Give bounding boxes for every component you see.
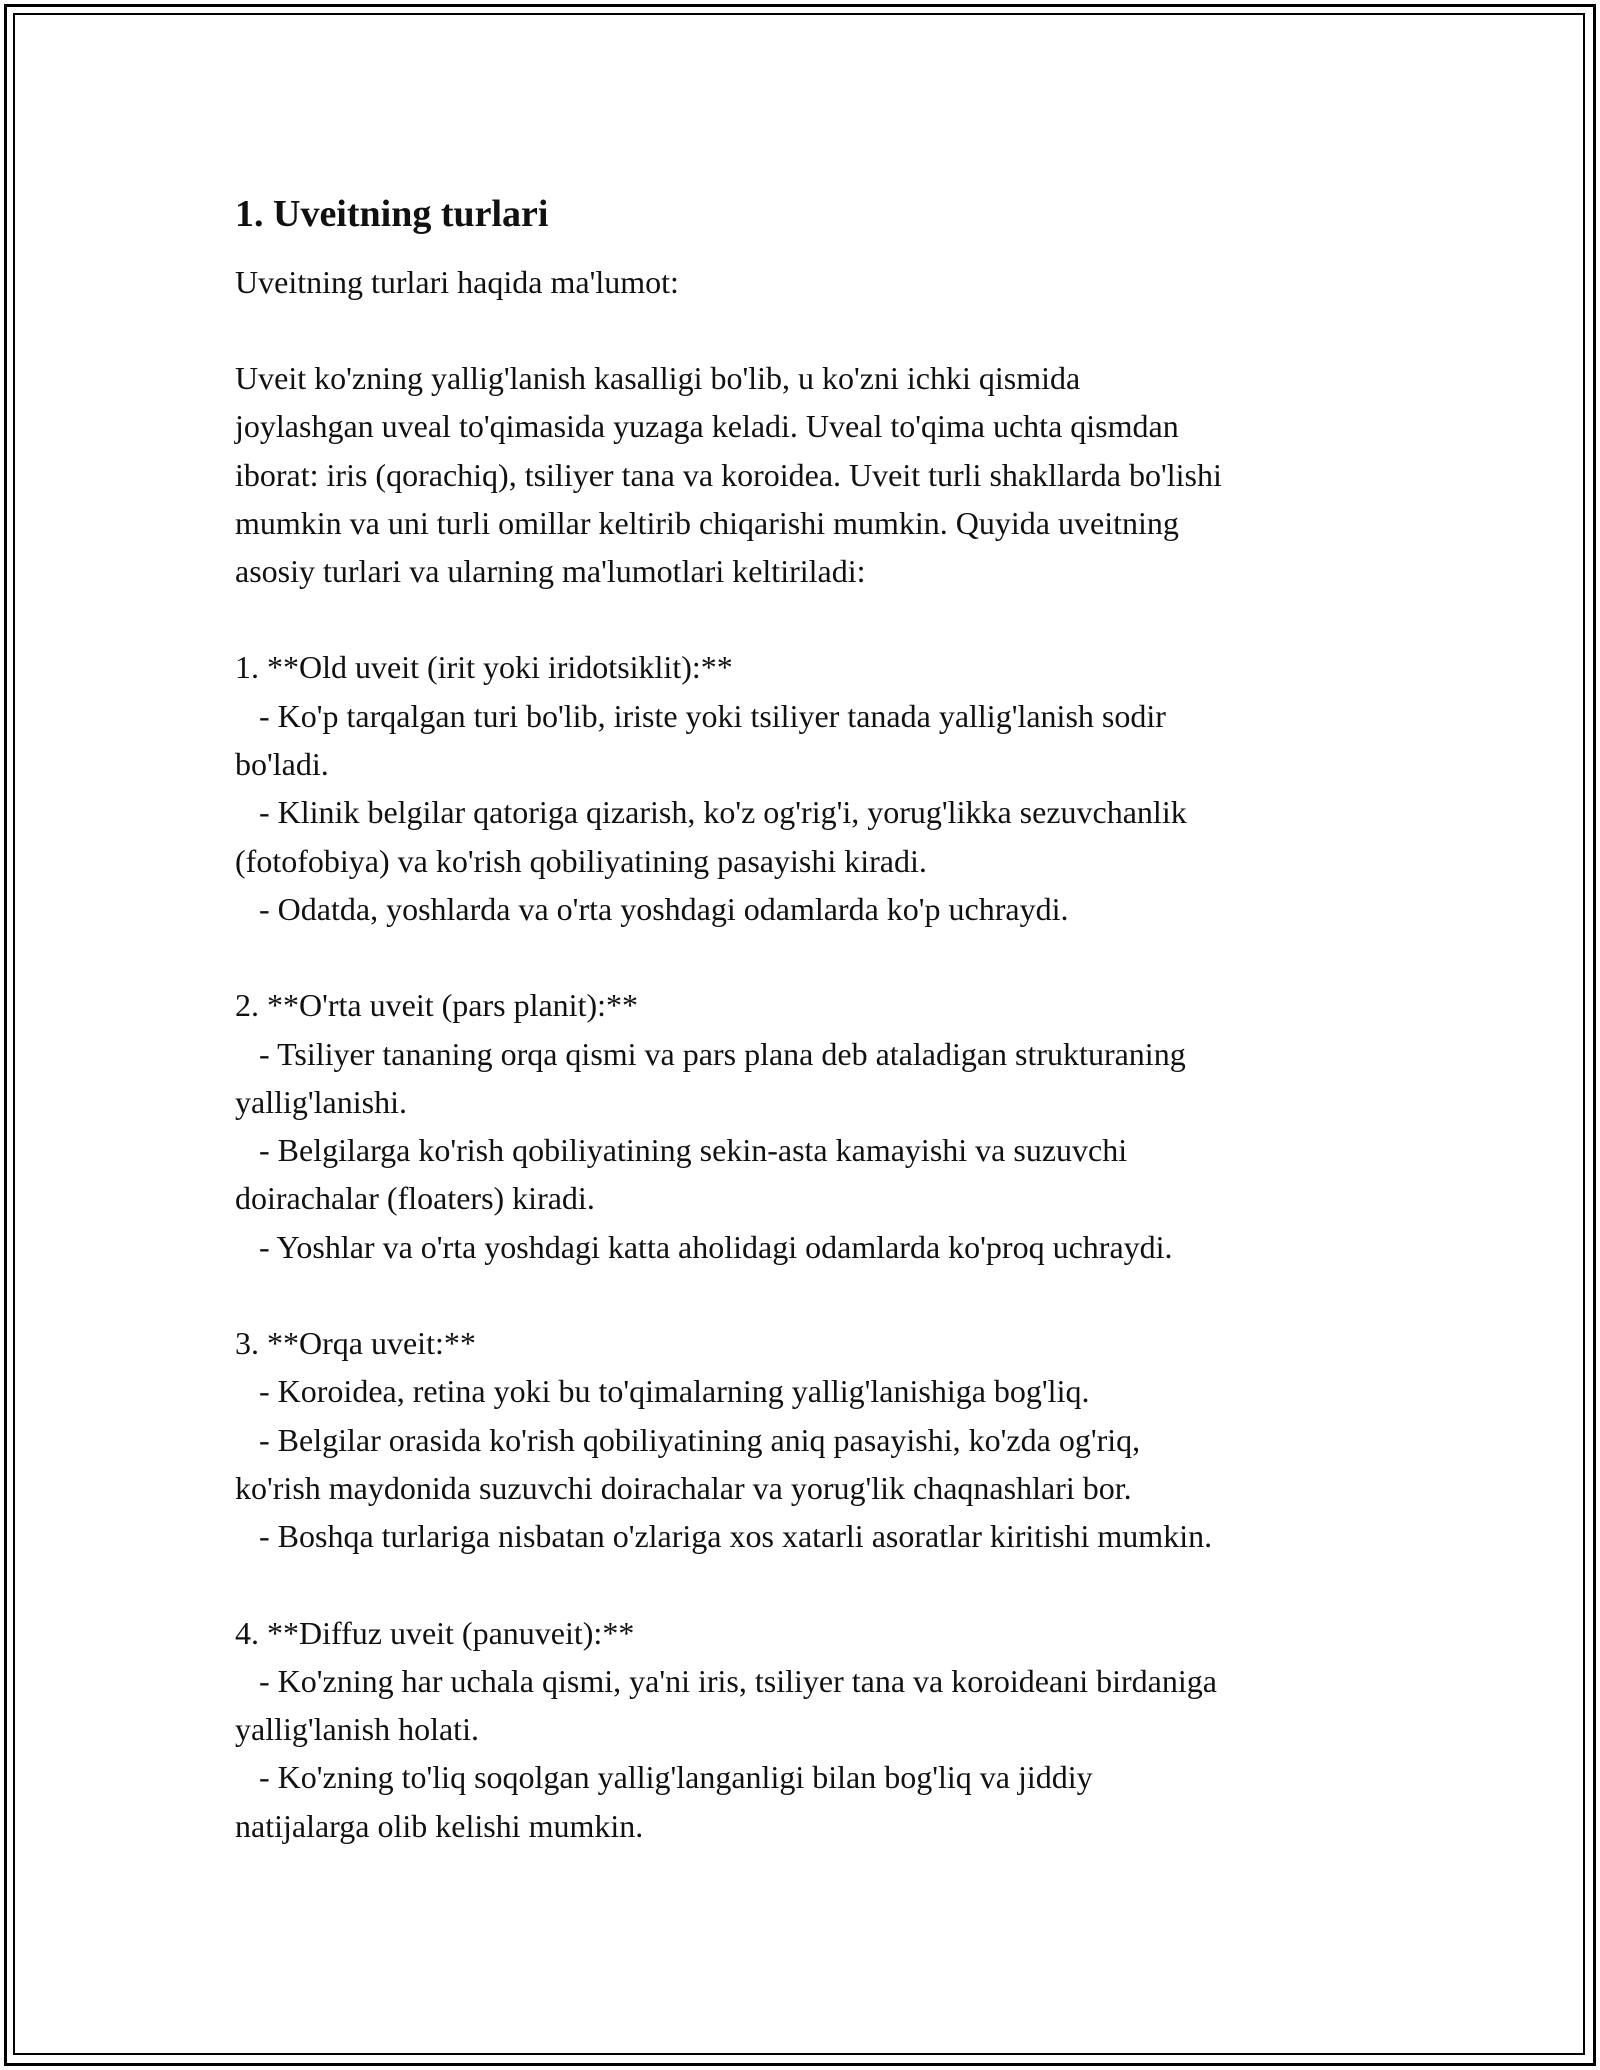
- document-title: 1. Uveitning turlari: [235, 193, 549, 235]
- section-middle-uveit: 2. **O'rta uveit (pars planit):** - Tsiliyer tananing orqa qismi va pars plana deb ataladigan strukturaning yallig'lanishi. - Belgilarga ko'rish qobiliyatining sekin-asta kamayishi va suzuvchi doirachalar (floaters) kiradi. - Yoshlar va o'rta yoshdagi katta aholidagi odamlarda ko'proq uchraydi.: [235, 987, 1186, 1265]
- intro-paragraph: Uveit ko'zning yallig'lanish kasalligi bo'lib, u ko'zni ichki qismida joylashgan uveal to'qimasida yuzaga keladi. Uveal to'qima uchta qismdan iborat: iris (qorachiq), tsiliyer tana va koroidea. Uveit turli shakllarda bo'lishi mumkin va uni turli omillar keltirib chiqarishi mumkin. Quyida uveitning asosiy turlari va ularning ma'lumotlari keltiriladi:: [235, 360, 1222, 590]
- section-posterior-uveit: 3. **Orqa uveit:** - Koroidea, retina yoki bu to'qimalarning yallig'lanishiga bog'liq. - Belgilar orasida ko'rish qobiliyatining aniq pasayishi, ko'zda og'riq, ko'rish maydonida suzuvchi doirachalar va yorug'lik chaqnashlari bor. - Boshqa turlariga nisbatan o'zlariga xos xatarli asoratlar kiritishi mumkin.: [235, 1325, 1213, 1555]
- section-diffuse-uveit: 4. **Diffuz uveit (panuveit):** - Ko'zning har uchala qismi, ya'ni iris, tsiliyer tana va koroideani birdaniga yallig'lanish holati. - Ko'zning to'liq soqolgan yallig'langanligi bilan bog'liq va jiddiy natijalarga olib kelishi mumkin.: [235, 1614, 1217, 1844]
- section-old-uveit: 1. **Old uveit (irit yoki iridotsiklit):** - Ko'p tarqalgan turi bo'lib, iriste yoki tsiliyer tanada yallig'lanish sodir bo'ladi. - Klinik belgilar qatoriga qizarish, ko'z og'rig'i, yorug'likka sezuvchanlik (fotofobiya) va ko'rish qobiliyatining pasayishi kiradi. - Odatda, yoshlarda va o'rta yoshdagi odamlarda ko'p uchraydi.: [235, 649, 1187, 927]
- document-body: [235, 188, 1385, 1850]
- intro-line: Uveitning turlari haqida ma'lumot:: [235, 264, 679, 300]
